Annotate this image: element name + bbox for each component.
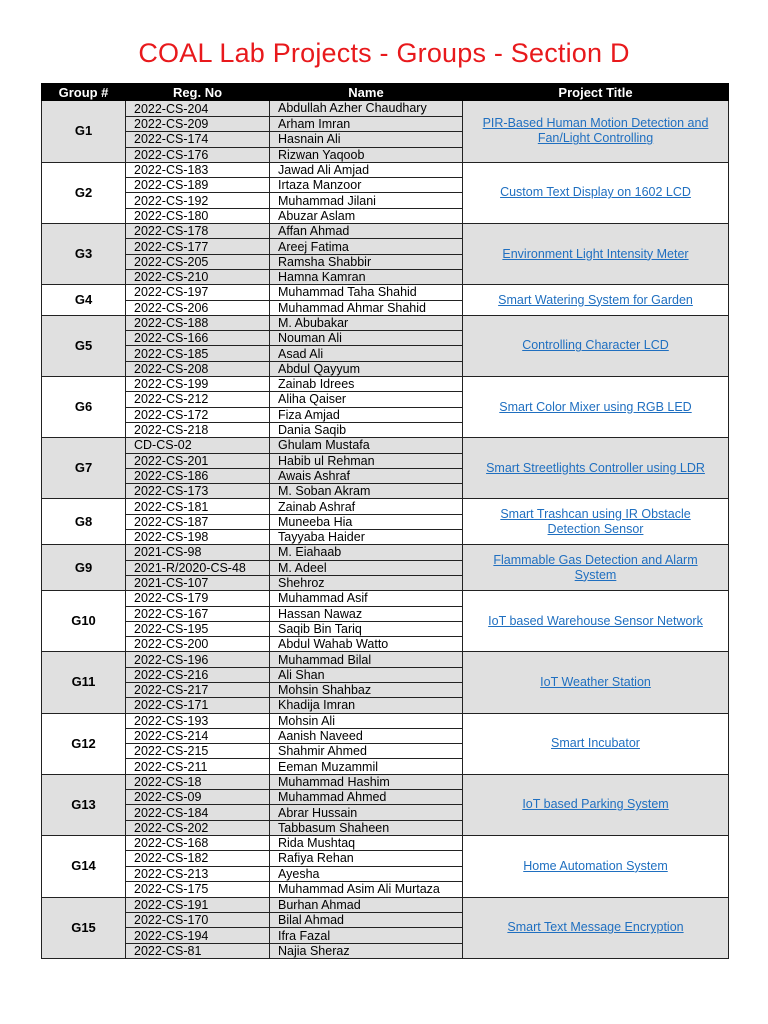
- member-name-cell: Hasnain Ali: [270, 132, 463, 147]
- member-name-cell: Khadija Imran: [270, 698, 463, 713]
- project-title-link[interactable]: Custom Text Display on 1602 LCD: [500, 185, 691, 200]
- reg-no-cell: CD-CS-02: [126, 438, 270, 453]
- group-id-cell: G1: [42, 101, 126, 163]
- reg-no-cell: 2022-CS-18: [126, 774, 270, 789]
- member-name-cell: Muhammad Asif: [270, 591, 463, 606]
- header-project-title: Project Title: [463, 84, 729, 101]
- groups-table: [41, 83, 729, 959]
- member-name-cell: Abuzar Aslam: [270, 208, 463, 223]
- member-name-cell: Shehroz: [270, 575, 463, 590]
- reg-no-cell: 2021-CS-107: [126, 575, 270, 590]
- group-block: [42, 713, 729, 774]
- member-name-cell: Fiza Amjad: [270, 407, 463, 422]
- table-row: [42, 285, 729, 300]
- reg-no-cell: 2022-CS-194: [126, 928, 270, 943]
- member-name-cell: Jawad Ali Amjad: [270, 162, 463, 177]
- table-row: [42, 545, 729, 560]
- reg-no-cell: 2022-CS-202: [126, 820, 270, 835]
- member-name-cell: Muhammad Taha Shahid: [270, 285, 463, 300]
- reg-no-cell: 2022-CS-180: [126, 208, 270, 223]
- project-title-cell: [463, 713, 729, 774]
- header-group: Group #: [42, 84, 126, 101]
- reg-no-cell: 2022-CS-184: [126, 805, 270, 820]
- member-name-cell: Ali Shan: [270, 667, 463, 682]
- header-reg-no: Reg. No: [126, 84, 270, 101]
- reg-no-cell: 2022-CS-192: [126, 193, 270, 208]
- group-block: [42, 652, 729, 713]
- reg-no-cell: 2022-CS-212: [126, 392, 270, 407]
- reg-no-cell: 2022-CS-208: [126, 361, 270, 376]
- table-row: [42, 897, 729, 912]
- reg-no-cell: 2022-CS-214: [126, 728, 270, 743]
- reg-no-cell: 2022-CS-213: [126, 866, 270, 881]
- member-name-cell: Areej Fatima: [270, 239, 463, 254]
- group-block: [42, 315, 729, 376]
- member-name-cell: Muhammad Asim Ali Murtaza: [270, 881, 463, 897]
- project-title-cell: [463, 315, 729, 376]
- group-block: [42, 162, 729, 223]
- member-name-cell: Tayyaba Haider: [270, 530, 463, 545]
- reg-no-cell: 2022-CS-209: [126, 117, 270, 132]
- project-title-cell: [463, 774, 729, 835]
- reg-no-cell: 2022-CS-215: [126, 744, 270, 759]
- member-name-cell: Abrar Hussain: [270, 805, 463, 820]
- project-title-cell: [463, 545, 729, 591]
- group-block: [42, 774, 729, 835]
- project-title-cell: [463, 101, 729, 163]
- project-title-cell: [463, 285, 729, 316]
- header-name: Name: [270, 84, 463, 101]
- reg-no-cell: 2022-CS-195: [126, 621, 270, 636]
- reg-no-cell: 2022-CS-197: [126, 285, 270, 300]
- reg-no-cell: 2022-CS-189: [126, 178, 270, 193]
- group-id-cell: G9: [42, 545, 126, 591]
- project-title-link[interactable]: Flammable Gas Detection and Alarm System: [493, 552, 698, 582]
- group-block: [42, 101, 729, 163]
- group-id-cell: G6: [42, 377, 126, 438]
- reg-no-cell: 2022-CS-196: [126, 652, 270, 667]
- project-title-link[interactable]: IoT based Parking System: [522, 797, 669, 812]
- member-name-cell: Muhammad Ahmed: [270, 790, 463, 805]
- project-title-cell: [463, 224, 729, 285]
- reg-no-cell: 2022-CS-176: [126, 147, 270, 162]
- table-row: [42, 774, 729, 789]
- reg-no-cell: 2022-CS-217: [126, 682, 270, 697]
- group-block: [42, 897, 729, 958]
- reg-no-cell: 2022-CS-172: [126, 407, 270, 422]
- reg-no-cell: 2022-CS-179: [126, 591, 270, 606]
- group-id-cell: G8: [42, 499, 126, 545]
- member-name-cell: Affan Ahmad: [270, 224, 463, 239]
- reg-no-cell: 2021-R/2020-CS-48: [126, 560, 270, 575]
- member-name-cell: Zainab Idrees: [270, 377, 463, 392]
- member-name-cell: Muhammad Hashim: [270, 774, 463, 789]
- member-name-cell: Ghulam Mustafa: [270, 438, 463, 453]
- project-title-link[interactable]: Environment Light Intensity Meter: [502, 246, 689, 261]
- member-name-cell: Aliha Qaiser: [270, 392, 463, 407]
- member-name-cell: Abdullah Azher Chaudhary: [270, 101, 463, 117]
- member-name-cell: Saqib Bin Tariq: [270, 621, 463, 636]
- table-row: [42, 101, 729, 117]
- member-name-cell: Zainab Ashraf: [270, 499, 463, 514]
- table-row: [42, 224, 729, 239]
- member-name-cell: Mohsin Ali: [270, 713, 463, 728]
- member-name-cell: Awais Ashraf: [270, 468, 463, 483]
- project-title-link[interactable]: Smart Trashcan using IR Obstacle Detection Sensor: [500, 506, 691, 536]
- table-row: [42, 499, 729, 514]
- table-row: [42, 713, 729, 728]
- group-id-cell: G2: [42, 162, 126, 223]
- table-row: [42, 835, 729, 850]
- member-name-cell: M. Soban Akram: [270, 484, 463, 499]
- project-title-cell: [463, 897, 729, 958]
- reg-no-cell: 2022-CS-198: [126, 530, 270, 545]
- reg-no-cell: 2022-CS-205: [126, 254, 270, 269]
- header-row: [42, 84, 729, 101]
- member-name-cell: Nouman Ali: [270, 331, 463, 346]
- reg-no-cell: 2022-CS-174: [126, 132, 270, 147]
- group-block: [42, 438, 729, 499]
- table-row: [42, 591, 729, 606]
- project-title-link[interactable]: Home Automation System: [523, 858, 668, 873]
- member-name-cell: Muhammad Ahmar Shahid: [270, 300, 463, 315]
- member-name-cell: Rafiya Rehan: [270, 851, 463, 866]
- member-name-cell: Muhammad Bilal: [270, 652, 463, 667]
- group-id-cell: G10: [42, 591, 126, 652]
- member-name-cell: Irtaza Manzoor: [270, 178, 463, 193]
- member-name-cell: Muneeba Hia: [270, 514, 463, 529]
- group-block: [42, 285, 729, 316]
- group-block: [42, 835, 729, 897]
- reg-no-cell: 2022-CS-186: [126, 468, 270, 483]
- project-title-link[interactable]: Smart Text Message Encryption: [507, 920, 684, 935]
- member-name-cell: Arham Imran: [270, 117, 463, 132]
- member-name-cell: Dania Saqib: [270, 422, 463, 437]
- group-block: [42, 591, 729, 652]
- member-name-cell: Hassan Nawaz: [270, 606, 463, 621]
- project-title-link[interactable]: Smart Watering System for Garden: [498, 292, 693, 307]
- project-title-cell: [463, 591, 729, 652]
- member-name-cell: Ramsha Shabbir: [270, 254, 463, 269]
- group-id-cell: G4: [42, 285, 126, 316]
- project-title-link[interactable]: PIR-Based Human Motion Detection and Fan/Light Controlling: [482, 116, 709, 146]
- reg-no-cell: 2022-CS-188: [126, 315, 270, 330]
- member-name-cell: Abdul Qayyum: [270, 361, 463, 376]
- reg-no-cell: 2022-CS-191: [126, 897, 270, 912]
- table-row: [42, 652, 729, 667]
- reg-no-cell: 2022-CS-177: [126, 239, 270, 254]
- table-row: [42, 162, 729, 177]
- member-name-cell: Asad Ali: [270, 346, 463, 361]
- reg-no-cell: 2022-CS-181: [126, 499, 270, 514]
- reg-no-cell: 2022-CS-170: [126, 913, 270, 928]
- reg-no-cell: 2022-CS-199: [126, 377, 270, 392]
- member-name-cell: Rida Mushtaq: [270, 835, 463, 850]
- reg-no-cell: 2022-CS-166: [126, 331, 270, 346]
- table-row: [42, 377, 729, 392]
- table-row: [42, 438, 729, 453]
- reg-no-cell: 2021-CS-98: [126, 545, 270, 560]
- project-title-link[interactable]: Smart Color Mixer using RGB LED: [499, 399, 692, 414]
- reg-no-cell: 2022-CS-211: [126, 759, 270, 774]
- project-title-link[interactable]: IoT Weather Station: [540, 674, 651, 689]
- member-name-cell: Aanish Naveed: [270, 728, 463, 743]
- reg-no-cell: 2022-CS-218: [126, 422, 270, 437]
- member-name-cell: Shahmir Ahmed: [270, 744, 463, 759]
- group-id-cell: G13: [42, 774, 126, 835]
- reg-no-cell: 2022-CS-183: [126, 162, 270, 177]
- reg-no-cell: 2022-CS-182: [126, 851, 270, 866]
- member-name-cell: Mohsin Shahbaz: [270, 682, 463, 697]
- reg-no-cell: 2022-CS-167: [126, 606, 270, 621]
- member-name-cell: M. Adeel: [270, 560, 463, 575]
- reg-no-cell: 2022-CS-185: [126, 346, 270, 361]
- project-title-cell: [463, 499, 729, 545]
- group-block: [42, 377, 729, 438]
- group-id-cell: G7: [42, 438, 126, 499]
- group-block: [42, 499, 729, 545]
- reg-no-cell: 2022-CS-201: [126, 453, 270, 468]
- project-title-link[interactable]: Smart Incubator: [551, 736, 640, 751]
- project-title-link[interactable]: IoT based Warehouse Sensor Network: [488, 613, 703, 628]
- member-name-cell: Muhammad Jilani: [270, 193, 463, 208]
- group-id-cell: G15: [42, 897, 126, 958]
- member-name-cell: M. Abubakar: [270, 315, 463, 330]
- project-title-link[interactable]: Smart Streetlights Controller using LDR: [486, 460, 705, 475]
- reg-no-cell: 2022-CS-173: [126, 484, 270, 499]
- reg-no-cell: 2022-CS-200: [126, 637, 270, 652]
- member-name-cell: Najia Sheraz: [270, 943, 463, 958]
- member-name-cell: Burhan Ahmad: [270, 897, 463, 912]
- reg-no-cell: 2022-CS-175: [126, 881, 270, 897]
- project-title-cell: [463, 377, 729, 438]
- reg-no-cell: 2022-CS-187: [126, 514, 270, 529]
- member-name-cell: Ayesha: [270, 866, 463, 881]
- project-title-cell: [463, 652, 729, 713]
- reg-no-cell: 2022-CS-210: [126, 269, 270, 284]
- member-name-cell: Ifra Fazal: [270, 928, 463, 943]
- member-name-cell: Habib ul Rehman: [270, 453, 463, 468]
- reg-no-cell: 2022-CS-204: [126, 101, 270, 117]
- group-id-cell: G5: [42, 315, 126, 376]
- member-name-cell: Tabbasum Shaheen: [270, 820, 463, 835]
- project-title-link[interactable]: Controlling Character LCD: [522, 338, 669, 353]
- member-name-cell: Abdul Wahab Watto: [270, 637, 463, 652]
- reg-no-cell: 2022-CS-216: [126, 667, 270, 682]
- group-block: [42, 545, 729, 591]
- reg-no-cell: 2022-CS-171: [126, 698, 270, 713]
- project-title-cell: [463, 162, 729, 223]
- member-name-cell: Hamna Kamran: [270, 269, 463, 284]
- member-name-cell: Bilal Ahmad: [270, 913, 463, 928]
- table-row: [42, 315, 729, 330]
- reg-no-cell: 2022-CS-81: [126, 943, 270, 958]
- member-name-cell: M. Eiahaab: [270, 545, 463, 560]
- reg-no-cell: 2022-CS-193: [126, 713, 270, 728]
- reg-no-cell: 2022-CS-09: [126, 790, 270, 805]
- group-block: [42, 224, 729, 285]
- reg-no-cell: 2022-CS-206: [126, 300, 270, 315]
- project-title-cell: [463, 835, 729, 897]
- member-name-cell: Rizwan Yaqoob: [270, 147, 463, 162]
- page-title: COAL Lab Projects - Groups - Section D: [138, 38, 630, 68]
- group-id-cell: G12: [42, 713, 126, 774]
- reg-no-cell: 2022-CS-178: [126, 224, 270, 239]
- project-title-cell: [463, 438, 729, 499]
- table-header: [42, 84, 729, 101]
- group-id-cell: G14: [42, 835, 126, 897]
- reg-no-cell: 2022-CS-168: [126, 835, 270, 850]
- member-name-cell: Eeman Muzammil: [270, 759, 463, 774]
- group-id-cell: G11: [42, 652, 126, 713]
- group-id-cell: G3: [42, 224, 126, 285]
